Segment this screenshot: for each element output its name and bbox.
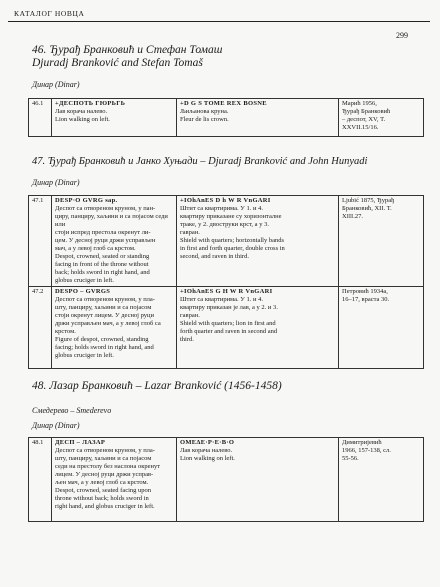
- obverse-cell: [52, 438, 177, 522]
- obverse-cell: [52, 99, 177, 137]
- reverse-line: Љиљанова круна.: [180, 108, 229, 115]
- reference-line: Марић 1956,: [342, 100, 377, 107]
- obverse-line: Despot, crowned, seated or standing: [55, 253, 150, 260]
- reference-line: XIII.27.: [342, 213, 363, 220]
- section-46-denomination: Динар (Dinar): [32, 80, 80, 89]
- reverse-cell: [177, 287, 339, 369]
- coin-table-46: [28, 98, 424, 137]
- reverse-line: Shield with quarters; lion in first and: [180, 320, 276, 327]
- obverse-cell: [52, 287, 177, 369]
- reverse-line: Lion walking on left.: [180, 455, 235, 462]
- section-46-title-sr: 46. Ђурађ Бранковић и Стефан Томаш: [32, 44, 223, 56]
- reverse-line: forth quarter and raven in second and: [180, 328, 278, 335]
- obverse-line: globus cruciger in left.: [55, 352, 114, 359]
- coin-table-48: [28, 437, 424, 522]
- reverse-line: in first and forth quarter, double cross in: [180, 245, 285, 252]
- reference-line: XXVII.15/16.: [342, 124, 379, 131]
- running-title: КАТАЛОГ НОВЦА: [14, 9, 85, 18]
- reference-cell: [339, 99, 424, 137]
- reverse-line: гавран.: [180, 312, 200, 319]
- obverse-line: шту, панциру, хаљини и са појасом: [55, 455, 152, 462]
- reverse-legend: +IOhAnES G H W R VnGARI: [180, 288, 273, 295]
- reference-line: – деспот, XV, Т.: [342, 116, 386, 123]
- reference-cell: [339, 438, 424, 522]
- section-48-title: 48. Лазар Бранковић – Lazar Branković (1456-1458): [32, 380, 282, 392]
- obverse-line: facing; holds sword in right hand, and: [55, 344, 154, 351]
- section-48-denomination: Динар (Dinar): [32, 421, 80, 430]
- obverse-line: Lion walking on left.: [55, 116, 110, 123]
- section-47-title: 47. Ђурађ Бранковић и Јанко Хуњади – Djuradj Branković and John Hunyadi: [32, 156, 368, 167]
- obverse-line: throne without back; holds sword in: [55, 495, 149, 502]
- obverse-line: Despot, crowned, seated facing upon: [55, 487, 152, 494]
- obverse-line: Деспот са отвореном круном, у пла-: [55, 296, 155, 303]
- obverse-line: Лав корача налево.: [55, 108, 108, 115]
- coin-table-47: [28, 195, 424, 369]
- obverse-line: right hand, and globus cruciger in left.: [55, 503, 155, 510]
- catalog-number: 48.1: [29, 438, 52, 522]
- obverse-line: Figure of despot, crowned, standing: [55, 336, 149, 343]
- reference-line: Димитријевић: [342, 439, 382, 446]
- obverse-line: Деспот са отвореном круном, у пла-: [55, 447, 155, 454]
- reverse-cell: [177, 99, 339, 137]
- catalog-number: 47.1: [29, 196, 52, 287]
- obverse-cell: [52, 196, 177, 287]
- reverse-legend: +IOhAnES D h W R VnGARI: [180, 197, 271, 204]
- reverse-cell: [177, 196, 339, 287]
- reference-line: 1966, 157-138, сл.: [342, 447, 391, 454]
- obverse-line: мач, а у левој глоб са крстом.: [55, 245, 136, 252]
- reverse-line: Fleur de lis crown.: [180, 116, 229, 123]
- reverse-legend: ΟΜΕΔΕ·Ρ·Ε·Β·Ο: [180, 439, 235, 446]
- obverse-line: globus cruciger in left.: [55, 277, 114, 284]
- obverse-line: лицем. У десној руци држи усправ-: [55, 471, 154, 478]
- reverse-line: траке, у 2. двоструки крст, а у 3.: [180, 221, 269, 228]
- reference-line: 55-56.: [342, 455, 359, 462]
- obverse-line: стоји испред престола окренут ли-: [55, 229, 151, 236]
- obverse-line: стоји окренут лицем. У десној руци: [55, 312, 154, 319]
- section-48-mint: Смедерево – Smederevo: [32, 406, 112, 415]
- obverse-line: Деспот са отвореном круном, у пан-: [55, 205, 156, 212]
- obverse-line: цем. У десној руци држи усправљен: [55, 237, 156, 244]
- catalog-number: 46.1: [29, 99, 52, 137]
- obverse-line: крстом.: [55, 328, 76, 335]
- table-row: [29, 196, 424, 287]
- catalog-number: 47.2: [29, 287, 52, 369]
- table-row: [29, 99, 424, 137]
- reference-line: Ђурађ Бранковић: [342, 108, 391, 115]
- reverse-legend: +D G S TOME REX BOSNE: [180, 100, 267, 107]
- reference-cell: [339, 196, 424, 287]
- reverse-line: квартиру приказан је лав, а у 2. и 3.: [180, 304, 278, 311]
- obverse-line: држи усправљен мач, а у левој глоб са: [55, 320, 161, 327]
- obverse-line: back; holds sword in right hand, and: [55, 269, 150, 276]
- obverse-legend: +ДЕСПОТЬ ГЮРЬГЬ: [55, 100, 126, 107]
- reference-line: Петровић 1934a,: [342, 288, 388, 295]
- reference-line: 16–17, враста 30.: [342, 296, 390, 303]
- table-row: [29, 438, 424, 522]
- page-number: 299: [396, 31, 408, 40]
- table-row: [29, 287, 424, 369]
- reverse-cell: [177, 438, 339, 522]
- obverse-legend: DESP·O GVRG sap.: [55, 197, 118, 204]
- reverse-line: second, and raven in third.: [180, 253, 249, 260]
- obverse-line: facing in front of the throne without: [55, 261, 149, 268]
- reverse-line: гавран.: [180, 229, 200, 236]
- reverse-line: Shield with quarters; horizontally bands: [180, 237, 284, 244]
- obverse-line: седи на престолу без наслона окренут: [55, 463, 161, 470]
- obverse-legend: ДЕСП – ЛАЗАР: [55, 439, 106, 446]
- reverse-line: Лав корача налево.: [180, 447, 233, 454]
- reverse-line: квартиру приказане су хоризонталне: [180, 213, 282, 220]
- reference-line: Ljubić 1875, Ђурађ: [342, 197, 395, 204]
- reference-cell: [339, 287, 424, 369]
- section-46-title-en: Djuradj Branković and Stefan Tomaš: [32, 57, 203, 69]
- obverse-line: циру, панциру, хаљини и са појасом седи или: [55, 213, 168, 228]
- reverse-line: Штит са квартирима. У 1. и 4.: [180, 205, 263, 212]
- reference-line: Бранковић, XII. Т.: [342, 205, 392, 212]
- reverse-line: Штит са квартирима. У 1. и 4.: [180, 296, 263, 303]
- reverse-line: third.: [180, 336, 194, 343]
- obverse-line: љен мач, а у левој глоб са крстом.: [55, 479, 149, 486]
- obverse-line: шту, панциру, хаљини и са појасом: [55, 304, 152, 311]
- section-47-denomination: Динар (Dinar): [32, 178, 80, 187]
- header-rule: [8, 21, 430, 22]
- obverse-legend: DESPO – GVRGS: [55, 288, 111, 295]
